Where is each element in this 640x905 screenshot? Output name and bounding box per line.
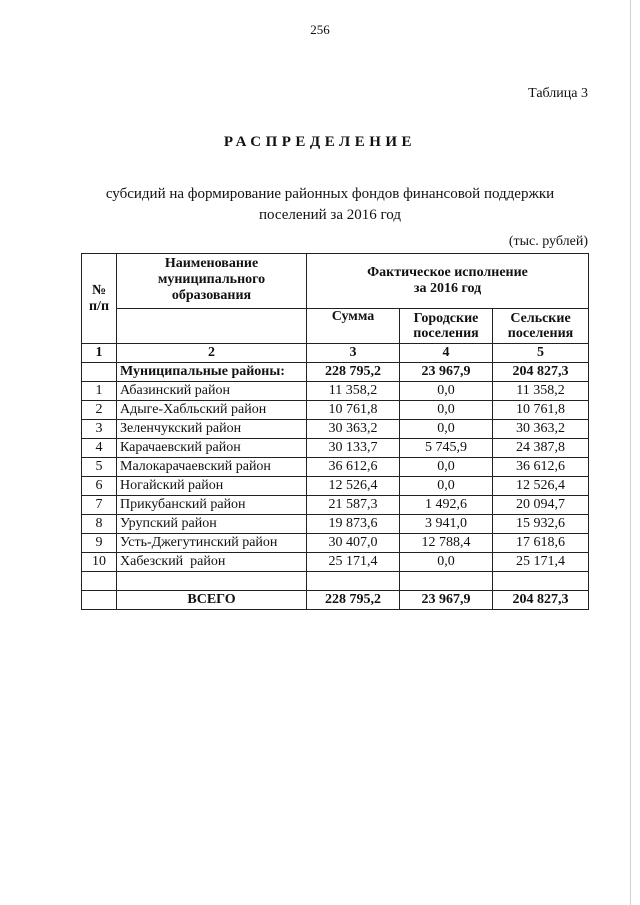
document-title: РАСПРЕДЕЛЕНИЕ xyxy=(223,134,417,150)
subtitle-line-1: субсидий на формирование районных фондов финансовой поддержки xyxy=(105,186,555,202)
table-row: 6 Ногайский район 12 526,4 0,0 12 526,4 xyxy=(82,477,589,496)
table-row: 5 Малокарачаевский район 36 612,6 0,0 36 612,6 xyxy=(82,458,589,477)
header-sum: Сумма xyxy=(307,309,400,344)
table-row: 7 Прикубанский район 21 587,3 1 492,6 20 094,7 xyxy=(82,496,589,515)
header-row-2 xyxy=(82,309,589,344)
page-number: 256 xyxy=(310,22,330,37)
table-row: 3 Зеленчукский район 30 363,2 0,0 30 363,2 xyxy=(82,420,589,439)
document-subtitle xyxy=(80,184,580,226)
empty-row xyxy=(82,572,589,591)
header-fact: Фактическое исполнение за 2016 год xyxy=(307,254,589,309)
table-row: 1 Абазинский район 11 358,2 0,0 11 358,2 xyxy=(82,382,589,401)
table-row: 8 Урупский район 19 873,6 3 941,0 15 932,6 xyxy=(82,515,589,534)
header-row-1 xyxy=(82,254,589,309)
units-note: (тыс. рублей) xyxy=(508,234,588,249)
municipal-total-row: Муниципальные районы: 228 795,2 23 967,9 204 827,3 xyxy=(82,363,589,382)
table-label: Таблица 3 xyxy=(528,86,588,101)
header-num: № п/п xyxy=(82,254,117,344)
header-urban: Городские поселения xyxy=(400,309,493,344)
table-row: 9 Усть-Джегутинский район 30 407,0 12 788,4 17 618,6 xyxy=(82,534,589,553)
column-number-row: 1 2 3 4 5 xyxy=(82,344,589,363)
table-row: 2 Адыге-Хабльский район 10 761,8 0,0 10 761,8 xyxy=(82,401,589,420)
header-rural: Сельские поселения xyxy=(493,309,589,344)
subtitle-line-2: поселений за 2016 год xyxy=(259,207,401,223)
header-name: Наименование муниципального образования xyxy=(117,254,307,309)
grand-total-row: ВСЕГО 228 795,2 23 967,9 204 827,3 xyxy=(82,591,589,610)
table-row: 4 Карачаевский район 30 133,7 5 745,9 24 387,8 xyxy=(82,439,589,458)
subsidy-table xyxy=(81,253,589,610)
header-name-blank xyxy=(117,309,307,344)
table-row: 10 Хабезский район 25 171,4 0,0 25 171,4 xyxy=(82,553,589,572)
